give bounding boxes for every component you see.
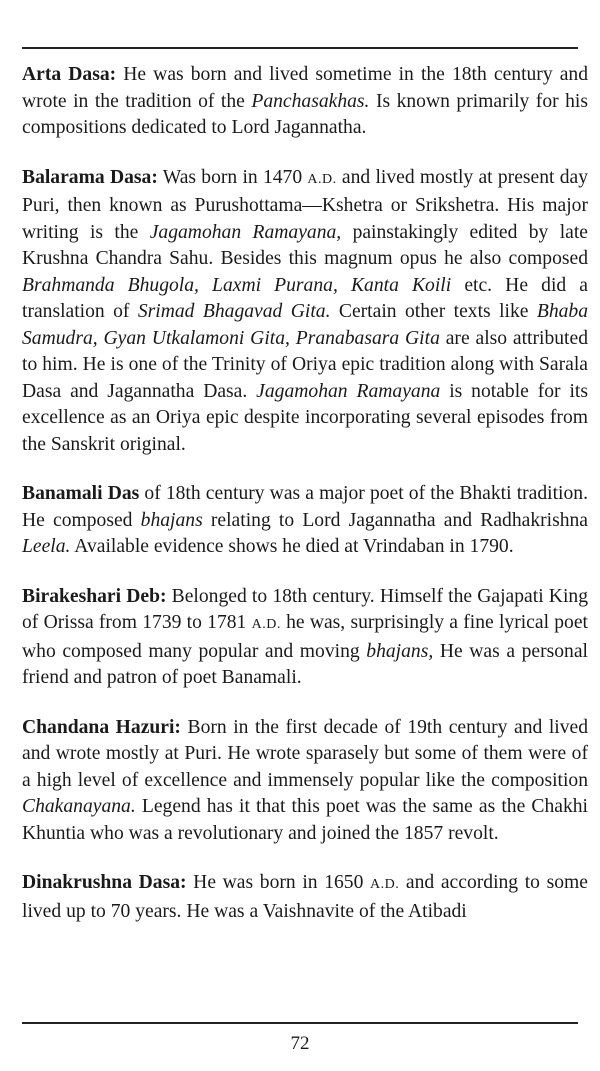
italic-title: Chakanayana.: [22, 796, 136, 817]
italic-title: Jagamohan Ramayana,: [149, 221, 342, 243]
italic-title: bhajans,: [366, 640, 434, 662]
entry-arta-dasa: [22, 62, 588, 142]
entry-dinakrushna-dasa: [22, 870, 588, 925]
entry-banamali-das: [22, 481, 588, 561]
entry-name: Birakeshari Deb:: [22, 585, 167, 607]
entry-text: He was a personal friend and patron of poet Banamali.: [22, 640, 588, 688]
entry-name: Balarama Dasa:: [22, 166, 158, 188]
era-abbreviation: A.D.: [307, 171, 337, 187]
document-body: [22, 62, 588, 948]
top-rule: [22, 47, 578, 49]
entry-name: Dinakrushna Dasa:: [22, 872, 187, 893]
entry-text: and according to some lived up to 70 years. He was a Vaishnavite of the Atibadi: [22, 872, 588, 922]
entry-text: Available evidence shows he died at Vrindaban in 1790.: [70, 536, 514, 557]
italic-title: Panchasakhas.: [251, 90, 370, 112]
entry-name: Arta Dasa:: [22, 64, 117, 85]
entry-text: He was born in 1650: [186, 872, 371, 893]
era-abbreviation: A.D.: [370, 877, 400, 892]
italic-title: Jagamohan Ramayana: [256, 380, 441, 402]
entry-text: he was, surprisingly a fine lyrical poet who composed many popular and moving: [22, 612, 588, 662]
entry-balarama-dasa: [22, 165, 588, 459]
entry-text: Was born in 1470: [157, 166, 308, 188]
entry-text: Born in the first decade of 19th century and lived and wrote mostly at Puri. He wrote sparasely but some of them were of a high level of excellence and immensely popular like the composition: [22, 716, 589, 791]
entry-text: He was born and lived sometime in the 18th century and wrote in the tradition of the: [22, 64, 589, 112]
entry-name: Chandana Hazuri:: [22, 716, 181, 738]
entry-text: painstakingly edited by late Krushna Chandra Sahu. Besides this magnum opus he also composed: [22, 221, 588, 269]
entry-text: Is known primarily for his compositions dedicated to Lord Jagannatha.: [22, 90, 588, 138]
entry-text: relating to Lord Jagannatha and Radhakrishna: [202, 509, 589, 531]
bottom-rule: [22, 1022, 578, 1024]
era-abbreviation: A.D.: [251, 617, 281, 632]
entry-text: of 18th century was a major poet of the Bhakti tradition. He composed: [22, 483, 588, 531]
entry-text: and lived mostly at present day Puri, then known as Purushottama—Kshetra or Srikshetra. His major writing is the: [22, 166, 589, 243]
italic-title: Brahmanda Bhugola, Laxmi Purana, Kanta Koili: [22, 274, 452, 296]
entry-text: are also attributed to him. He is one of the Trinity of Oriya epic tradition along with Sarala Dasa and Jagannatha Dasa.: [22, 327, 588, 402]
entry-text: etc. He did a translation of: [22, 274, 589, 322]
entry-text: Certain other texts like: [330, 301, 537, 322]
entry-text: Legend has it that this poet was the same as the Chakhi Khuntia who was a revolutionary and joined the 1857 revolt.: [22, 796, 588, 844]
italic-title: bhajans: [140, 509, 203, 531]
entry-birakeshari-deb: [22, 584, 588, 692]
page-number: 72: [290, 1033, 310, 1054]
entry-chandana-hazuri: [22, 715, 588, 848]
italic-title: Srimad Bhagavad Gita.: [137, 301, 331, 322]
italic-title: Bhaba Samudra, Gyan Utkalamoni Gita, Pranabasara Gita: [22, 301, 589, 349]
italic-title: Leela.: [22, 536, 71, 557]
entry-text: is notable for its excellence as an Oriya epic despite incorporating several episodes from the Sanskrit original.: [22, 380, 588, 455]
entry-name: Banamali Das: [22, 483, 140, 504]
entry-text: Belonged to 18th century. Himself the Gajapati King of Orissa from 1739 to 1781: [22, 585, 588, 633]
